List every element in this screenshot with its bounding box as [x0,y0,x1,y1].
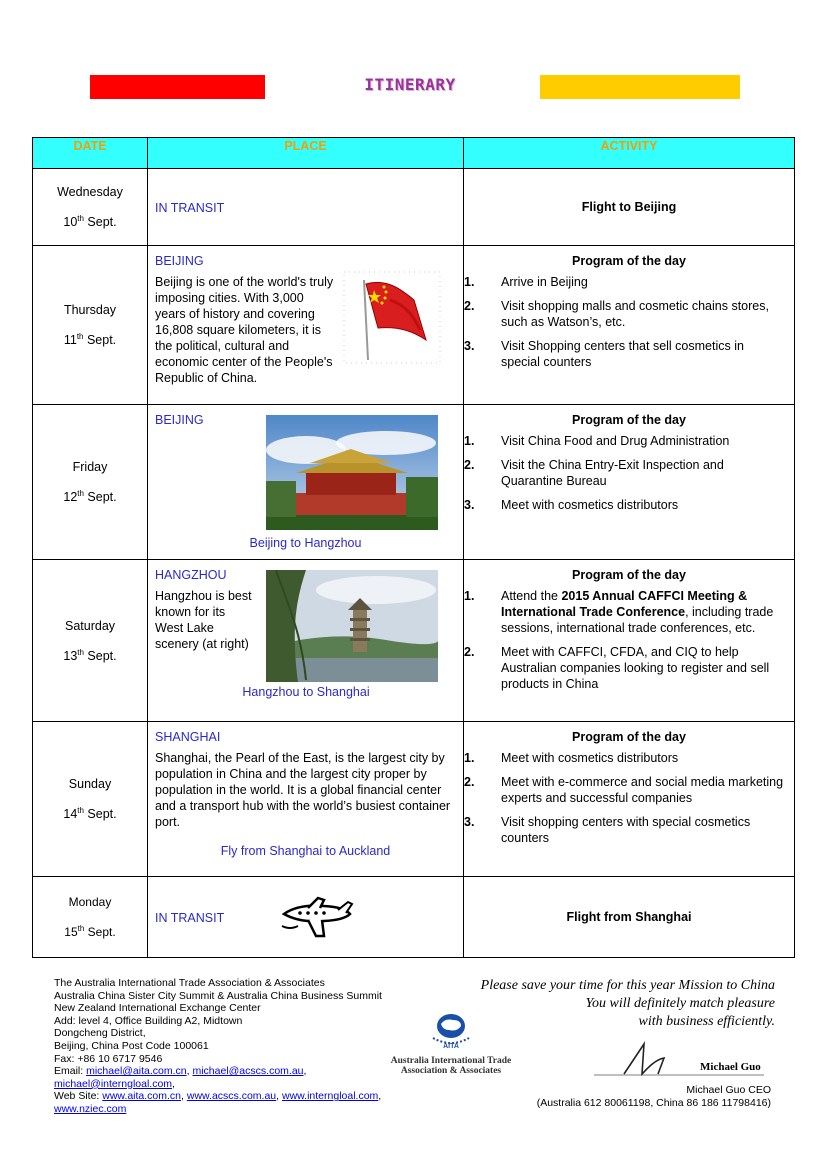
table-row [33,560,795,722]
signature-name: Michael Guo [700,1061,761,1073]
city-label: IN TRANSIT [155,201,225,215]
list-item: 1. Attend the 2015 Annual CAFFCI Meeting & International Trade Conference, including trade sessions, international trade conferences, etc. [464,589,774,635]
activity-cell [464,246,795,405]
date-label: 15th Sept. [64,924,116,939]
website-link[interactable]: www.acscs.com.au [186,1090,277,1103]
list-item: 1. Arrive in Beijing [464,275,588,289]
email-link[interactable]: michael@interngloal.com [54,1077,173,1090]
website-line: Web Site: www.aita.com.cn, www.acscs.com.au, www.interngloal.com, [54,1090,382,1103]
place-cell [148,405,464,560]
day-label: Friday [72,460,108,474]
org-line: The Australia International Trade Association & Associates [54,977,325,989]
list-item: 1. Meet with cosmetics distributors [464,751,679,765]
program-title: Program of the day [572,413,686,427]
logo-text: AITA [443,1043,459,1050]
email-link[interactable]: michael@acscs.com.au [192,1065,304,1078]
chinese-flag-icon [342,270,442,365]
header-activity: ACTIVITY [464,138,795,169]
day-label: Monday [68,895,112,909]
red-decor-bar [90,75,265,99]
date-cell [33,246,148,405]
city-label: BEIJING [155,413,204,427]
table-row [33,169,795,246]
activity-list [464,274,786,370]
tiananmen-photo [266,415,438,530]
place-cell [148,169,464,246]
date-label: 12th Sept. [63,488,117,504]
place-cell [148,246,464,405]
west-lake-pagoda-photo [266,570,438,682]
date-cell [33,405,148,560]
route-caption: Beijing to Hangzhou [249,536,362,550]
day-label: Wednesday [57,185,123,199]
itinerary-table [32,137,795,958]
table-row [33,877,795,958]
place-cell [148,877,464,958]
ceo-title: Michael Guo CEO [686,1084,771,1096]
city-label: HANGZHOU [155,568,227,582]
list-item: 3. Meet with cosmetics distributors [464,498,679,512]
table-row [33,405,795,560]
program-title: Program of the day [572,254,686,268]
activity-title: Flight to Beijing [464,169,795,246]
day-label: Sunday [68,777,112,791]
org-line: Australia China Sister City Summit & Australia China Business Summit [54,989,382,1002]
city-label: IN TRANSIT [155,911,225,925]
activity-cell [464,560,795,722]
table-row [33,246,795,405]
date-label: 13th Sept. [63,647,117,663]
date-cell [33,560,148,722]
list-item: 2. Visit shopping malls and cosmetic chains stores, such as Watson’s, etc. [464,299,769,329]
logo-name: Australia International Trade [390,1056,512,1066]
date-cell [33,169,148,246]
activity-list [464,588,786,692]
day-label: Thursday [63,303,117,317]
day-label: Saturday [64,618,116,633]
route-caption: Hangzhou to Shanghai [242,685,370,699]
phone-numbers: (Australia 612 80061198, China 86 186 11798416) [536,1097,771,1109]
closing-quote: Please save your time for this year Mission to China You will definitely match pleasure with business efficiently. [480,978,775,1029]
place-cell [148,722,464,877]
org-line: New Zealand International Exchange Center [54,1002,261,1015]
email-link[interactable]: michael@aita.com.cn [86,1065,187,1078]
list-item: 1. Visit China Food and Drug Administration [464,434,730,448]
activity-title: Flight from Shanghai [464,877,795,958]
city-description: Shanghai, the Pearl of the East, is the largest city by population in China and the largest city proper by population in the world. It is a global financial center and a transport hub with the world’s busiest container port. [155,751,451,829]
city-label: SHANGHAI [155,730,221,744]
email-line: michael@interngloal.com, [54,1077,175,1090]
date-label: 10th Sept. [63,213,117,229]
header-date: DATE [33,138,148,169]
activity-cell [464,405,795,560]
activity-list [464,433,786,513]
city-description: Hangzhou is best known for its West Lake scenery (at right) [155,589,252,651]
date-label: 14th Sept. [63,805,117,821]
header-place: PLACE [148,138,464,169]
address-line: Dongcheng District, [54,1027,146,1040]
route-caption: Fly from Shanghai to Auckland [220,844,391,858]
date-label: 11th Sept. [63,331,117,347]
website-link[interactable]: www.aita.com.cn [102,1090,182,1103]
address-line: Add: level 4, Office Building A2, Midtown [54,1014,243,1027]
logo-name: Association & Associates [400,1066,502,1076]
place-cell [148,560,464,722]
website-link[interactable]: www.interngloal.com [282,1090,379,1103]
airplane-icon [278,896,354,940]
address-line: Beijing, China Post Code 100061 [54,1039,209,1052]
activity-list [464,750,786,846]
website-link[interactable]: www.nziec.com [54,1102,127,1115]
yellow-decor-bar [540,75,740,99]
program-title: Program of the day [572,730,686,744]
city-description: Beijing is one of the world's truly imposing cities. With 3,000 years of history and covering 16,808 square kilometers, it is the political, cultural and economic center of the People's Republic of China. [155,275,334,385]
city-label: BEIJING [155,254,204,268]
activity-cell [464,722,795,877]
list-item: 2. Meet with CAFFCI, CFDA, and CIQ to help Australian companies looking to register and sell products in China [464,645,770,691]
program-title: Program of the day [572,568,686,582]
list-item: 3. Visit Shopping centers that sell cosmetics in special counters [464,339,744,369]
page-title: ITINERARY [364,75,456,94]
date-cell [33,877,148,958]
fax-line: Fax: +86 10 6717 9546 [54,1052,163,1065]
email-line: Email: michael@aita.com.cn, michael@acscs.com.au, [54,1065,307,1078]
table-row [33,722,795,877]
list-item: 3. Visit shopping centers with special cosmetics counters [464,815,751,845]
website-line [54,1103,434,1116]
list-item: 2. Meet with e-commerce and social media marketing experts and successful companies [464,775,784,805]
list-item: 2. Visit the China Entry-Exit Inspection and Quarantine Bureau [464,458,724,488]
table-header-row [33,138,795,169]
date-cell [33,722,148,877]
contact-block [54,977,434,1116]
